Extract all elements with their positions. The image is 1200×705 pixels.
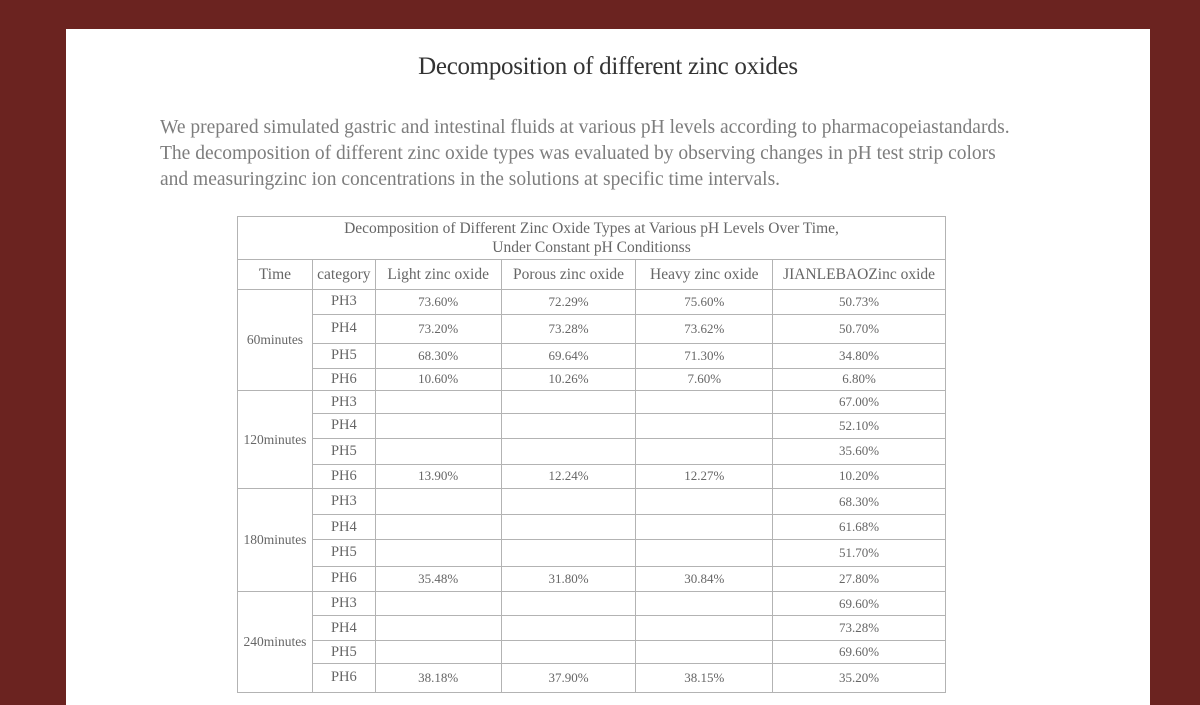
column-header-jianlebao-zinc-oxide: JIANLEBAOZinc oxide <box>773 260 946 290</box>
table-row <box>238 290 946 315</box>
description <box>160 115 1120 193</box>
heavy-zinc-oxide-cell <box>636 438 773 464</box>
jianlebao-zinc-oxide-cell: 35.20% <box>773 663 946 692</box>
porous-zinc-oxide-cell <box>501 515 636 540</box>
column-header-heavy-zinc-oxide: Heavy zinc oxide <box>636 260 773 290</box>
category-cell: PH6 <box>312 663 375 692</box>
jianlebao-zinc-oxide-cell: 50.70% <box>773 314 946 343</box>
heavy-zinc-oxide-cell: 30.84% <box>636 566 773 591</box>
light-zinc-oxide-cell <box>375 591 501 616</box>
description-line: The decomposition of different zinc oxide types was evaluated by observing changes in pH test strip colors <box>160 143 996 164</box>
time-cell: 240minutes <box>238 591 313 692</box>
porous-zinc-oxide-cell <box>501 413 636 438</box>
porous-zinc-oxide-cell <box>501 489 636 515</box>
table-row <box>238 489 946 515</box>
porous-zinc-oxide-cell: 31.80% <box>501 566 636 591</box>
porous-zinc-oxide-cell <box>501 616 636 641</box>
light-zinc-oxide-cell <box>375 641 501 664</box>
light-zinc-oxide-cell <box>375 413 501 438</box>
jianlebao-zinc-oxide-cell: 50.73% <box>773 290 946 315</box>
column-header-category: category <box>312 260 375 290</box>
heavy-zinc-oxide-cell: 38.15% <box>636 663 773 692</box>
light-zinc-oxide-cell: 68.30% <box>375 343 501 368</box>
column-header-time: Time <box>238 260 313 290</box>
light-zinc-oxide-cell <box>375 391 501 414</box>
table-row <box>238 540 946 567</box>
time-cell: 60minutes <box>238 290 313 391</box>
column-header-porous-zinc-oxide: Porous zinc oxide <box>501 260 636 290</box>
jianlebao-zinc-oxide-cell: 27.80% <box>773 566 946 591</box>
heavy-zinc-oxide-cell: 73.62% <box>636 314 773 343</box>
table-caption-line: Decomposition of Different Zinc Oxide Types at Various pH Levels Over Time, <box>344 220 839 237</box>
jianlebao-zinc-oxide-cell: 69.60% <box>773 591 946 616</box>
time-cell: 180minutes <box>238 489 313 591</box>
table-row <box>238 464 946 489</box>
jianlebao-zinc-oxide-cell: 6.80% <box>773 368 946 391</box>
light-zinc-oxide-cell <box>375 540 501 567</box>
category-cell: PH5 <box>312 438 375 464</box>
porous-zinc-oxide-cell: 69.64% <box>501 343 636 368</box>
table-row <box>238 566 946 591</box>
page-title: Decomposition of different zinc oxides <box>418 53 798 80</box>
table-row <box>238 438 946 464</box>
column-header-light-zinc-oxide: Light zinc oxide <box>375 260 501 290</box>
jianlebao-zinc-oxide-cell: 73.28% <box>773 616 946 641</box>
decomposition-table <box>237 216 946 693</box>
category-cell: PH6 <box>312 464 375 489</box>
table-row <box>238 368 946 391</box>
description-line: and measuringzinc ion concentrations in the solutions at specific time intervals. <box>160 169 781 190</box>
table-row <box>238 641 946 664</box>
jianlebao-zinc-oxide-cell: 10.20% <box>773 464 946 489</box>
porous-zinc-oxide-cell: 37.90% <box>501 663 636 692</box>
light-zinc-oxide-cell: 38.18% <box>375 663 501 692</box>
porous-zinc-oxide-cell <box>501 438 636 464</box>
light-zinc-oxide-cell: 13.90% <box>375 464 501 489</box>
category-cell: PH5 <box>312 343 375 368</box>
heavy-zinc-oxide-cell <box>636 515 773 540</box>
jianlebao-zinc-oxide-cell: 34.80% <box>773 343 946 368</box>
heavy-zinc-oxide-cell <box>636 591 773 616</box>
jianlebao-zinc-oxide-cell: 51.70% <box>773 540 946 567</box>
light-zinc-oxide-cell: 73.20% <box>375 314 501 343</box>
category-cell: PH3 <box>312 591 375 616</box>
category-cell: PH4 <box>312 413 375 438</box>
heavy-zinc-oxide-cell <box>636 413 773 438</box>
light-zinc-oxide-cell <box>375 515 501 540</box>
table-caption <box>238 217 946 260</box>
heavy-zinc-oxide-cell: 71.30% <box>636 343 773 368</box>
jianlebao-zinc-oxide-cell: 52.10% <box>773 413 946 438</box>
jianlebao-zinc-oxide-cell: 67.00% <box>773 391 946 414</box>
category-cell: PH4 <box>312 616 375 641</box>
table-row <box>238 343 946 368</box>
table-caption-line: Under Constant pH Conditionss <box>492 239 691 256</box>
table-row <box>238 314 946 343</box>
heavy-zinc-oxide-cell <box>636 489 773 515</box>
description-line: We prepared simulated gastric and intestinal fluids at various pH levels according to pharmacopeiastandards. <box>160 117 1010 138</box>
category-cell: PH5 <box>312 540 375 567</box>
content-panel <box>66 29 1150 705</box>
table-body <box>238 290 946 693</box>
jianlebao-zinc-oxide-cell: 68.30% <box>773 489 946 515</box>
category-cell: PH6 <box>312 566 375 591</box>
category-cell: PH3 <box>312 489 375 515</box>
heavy-zinc-oxide-cell <box>636 391 773 414</box>
light-zinc-oxide-cell <box>375 438 501 464</box>
table-row <box>238 515 946 540</box>
category-cell: PH3 <box>312 391 375 414</box>
porous-zinc-oxide-cell <box>501 540 636 567</box>
time-cell: 120minutes <box>238 391 313 489</box>
porous-zinc-oxide-cell: 72.29% <box>501 290 636 315</box>
porous-zinc-oxide-cell <box>501 591 636 616</box>
heavy-zinc-oxide-cell <box>636 616 773 641</box>
heavy-zinc-oxide-cell <box>636 641 773 664</box>
jianlebao-zinc-oxide-cell: 35.60% <box>773 438 946 464</box>
porous-zinc-oxide-cell: 12.24% <box>501 464 636 489</box>
heavy-zinc-oxide-cell: 7.60% <box>636 368 773 391</box>
light-zinc-oxide-cell: 10.60% <box>375 368 501 391</box>
light-zinc-oxide-cell: 73.60% <box>375 290 501 315</box>
category-cell: PH3 <box>312 290 375 315</box>
light-zinc-oxide-cell <box>375 489 501 515</box>
jianlebao-zinc-oxide-cell: 69.60% <box>773 641 946 664</box>
table-row <box>238 413 946 438</box>
category-cell: PH4 <box>312 515 375 540</box>
heavy-zinc-oxide-cell: 75.60% <box>636 290 773 315</box>
category-cell: PH5 <box>312 641 375 664</box>
porous-zinc-oxide-cell <box>501 641 636 664</box>
table-row <box>238 663 946 692</box>
jianlebao-zinc-oxide-cell: 61.68% <box>773 515 946 540</box>
heavy-zinc-oxide-cell: 12.27% <box>636 464 773 489</box>
heavy-zinc-oxide-cell <box>636 540 773 567</box>
category-cell: PH4 <box>312 314 375 343</box>
porous-zinc-oxide-cell: 73.28% <box>501 314 636 343</box>
light-zinc-oxide-cell <box>375 616 501 641</box>
porous-zinc-oxide-cell: 10.26% <box>501 368 636 391</box>
category-cell: PH6 <box>312 368 375 391</box>
table-row <box>238 616 946 641</box>
light-zinc-oxide-cell: 35.48% <box>375 566 501 591</box>
table-row <box>238 591 946 616</box>
table-row <box>238 391 946 414</box>
porous-zinc-oxide-cell <box>501 391 636 414</box>
